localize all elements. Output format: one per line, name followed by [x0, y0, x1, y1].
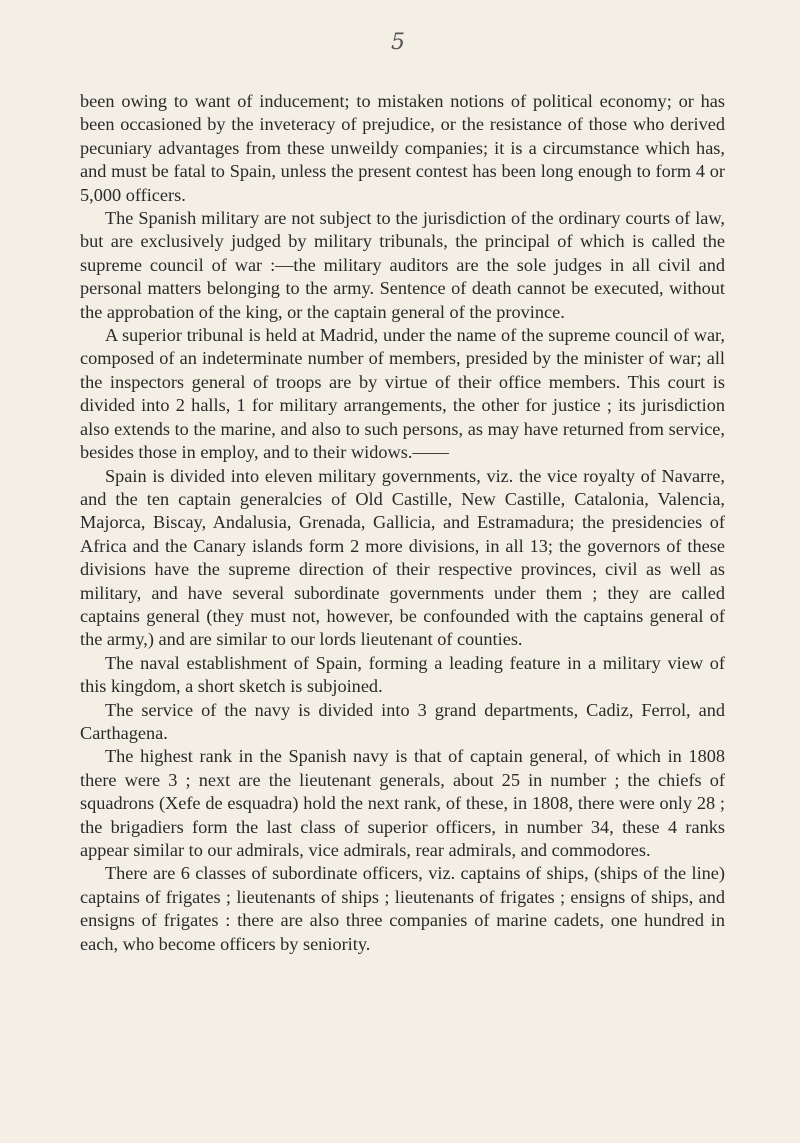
paragraph-military-jurisdiction: The Spanish military are not subject to the jurisdiction of the ordinary courts of law, but are exclusively judged by military tribunals, the principal of which is called the supreme council of war :—the military auditors are the sole judges in all civil and personal matters belonging to the army. Sentence of death cannot be executed, without the approbation of the king, or the captain general of the province. [80, 208, 725, 322]
paragraph-naval-ranks: The highest rank in the Spanish navy is that of captain general, of which in 1808 there were 3 ; next are the lieutenant generals, about 25 in number ; the chiefs of squadrons (Xefe de esquadra) hold the next rank, of these, in 1808, there were only 28 ; the brigadiers form the last class of superior officers, in number 34, these 4 ranks appear similar to our admirals, vice admirals, rear admirals, and commodores. [80, 746, 725, 860]
paragraph-navy-departments: The service of the navy is divided into 3 grand departments, Cadiz, Ferrol, and Carthagena. [80, 699, 725, 743]
body-text [80, 90, 725, 956]
paragraph-naval-establishment: The naval establishment of Spain, forming a leading feature in a military view of this kingdom, a short sketch is subjoined. [80, 652, 725, 697]
paragraph-supreme-council: A superior tribunal is held at Madrid, under the name of the supreme council of war, composed of an indeterminate number of members, presided by the minister of war; all the inspectors general of troops are by virtue of their office members. This court is divided into 2 halls, 1 for military arrangements, the other for justice ; its jurisdiction also extends to the marine, and also to such persons, as may have returned from service, besides those in employ, and to their widows.—— [80, 325, 725, 463]
paragraph-military-governments: Spain is divided into eleven military governments, viz. the vice royalty of Navarre, and the ten captain generalcies of Old Castille, New Castille, Catalonia, Valencia, Majorca, Biscay, Andalusia, Grenada, Gallicia, and Estramadura; the presidencies of Africa and the Canary islands form 2 more divisions, in all 13; the governors of these divisions have the supreme direction of their respective provinces, civil as well as military, and have several subordinate governments under them ; they are called captains general (they must not, however, be confounded with the captains general of the army,) and are similar to our lords lieutenant of counties. [80, 465, 725, 650]
page-number: 5 [391, 30, 405, 55]
paragraph-subordinate-officers: There are 6 classes of subordinate officers, viz. captains of ships, (ships of the line) captains of frigates ; lieutenants of ships ; lieutenants of frigates ; ensigns of ships, and ensigns of frigates : there are also three companies of marine cadets, one hundred in each, who become officers by seniority. [80, 863, 725, 954]
paragraph-continuation: been owing to want of inducement; to mistaken notions of political economy; or has been occasioned by the inveteracy of prejudice, or the resistance of those who derived pecuniary advantages from these unweildy companies; it is a circumstance which has, and must be fatal to Spain, unless the present contest has been long enough to form 4 or 5,000 officers. [80, 91, 725, 205]
